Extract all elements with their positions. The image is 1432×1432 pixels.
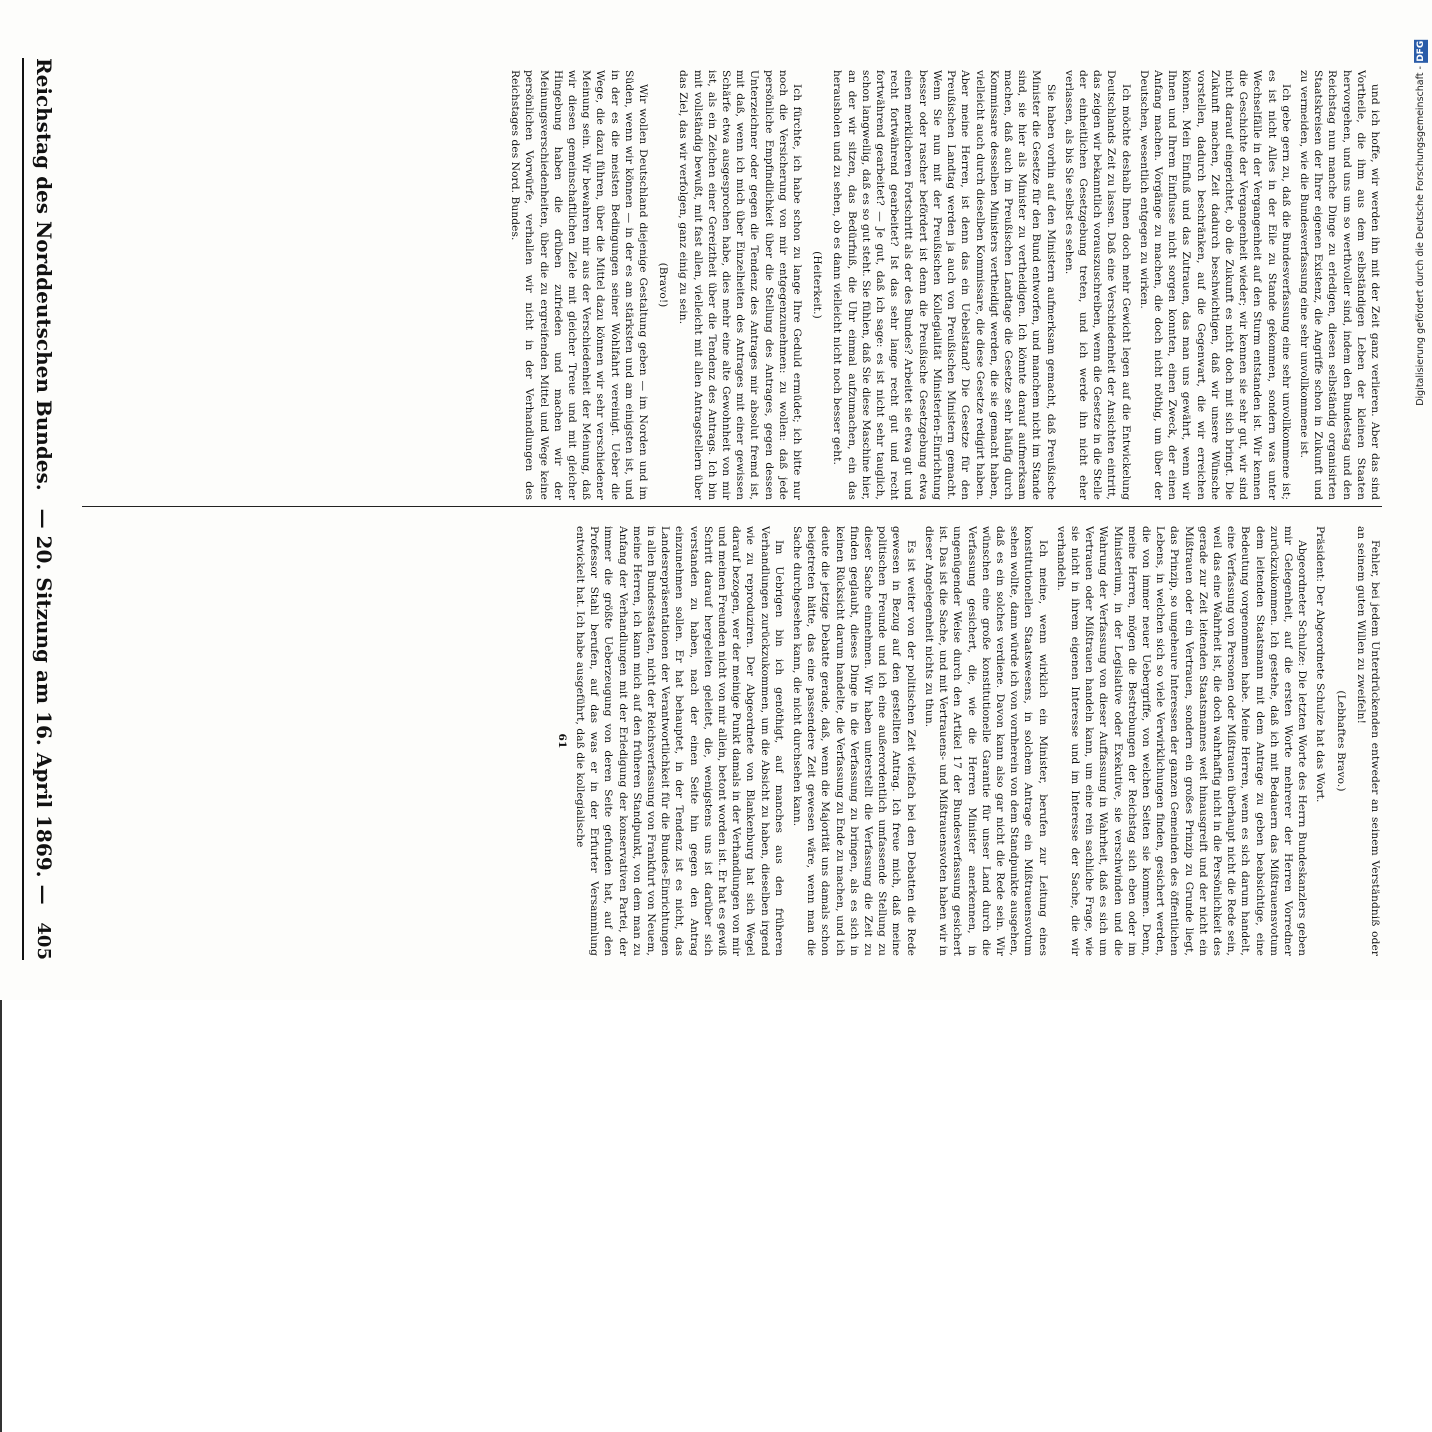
- page-signature: 61: [555, 733, 568, 749]
- left-paragraph-4: Sie haben vorhin auf den Ministern aufmerksam gemacht, daß Preußische Minister die Gesetze für den Bund entworfen, und manchem nicht im Stande sind, sie hier als Minister zu vertheidigen. Ich könnte darauf aufmerksam machen, daß auch im Preußischen Landtage die Gesetze sehr häufig durch Kommissare desselben Ministers vertheidigt werden, die sie gemacht haben, vielleicht auch durch dieselben Kommissare, die diese Gesetze redigirt haben. Aber meine Herren, ist denn das ein Uebelstand? Die Gesetze für den Preußischen Landtag werden ja auch von Preußischen Ministern gemacht. Wenn Sie nun mit der Preußischen Kollegialität Ministerien-Einrichtung besser oder rascher befördert ist denn die Preußische Gesetzgebung etwa einen merklicheren Fortschritt als der des Bundes? Arbeitet sie etwa gut und recht fortwährend gearbeitet? Ist das sehr lange recht gut und recht fortwährend gearbeitet? — Je gut, daß ich sage: es ist nicht sehr tauglich, schon langweilig, daß es so gut steht. Sie fühlen, daß Sie diese Maschine hier, an der wir sitzen, das Bedürfniß, die Uhr einmal aufzumachen, ein das herausholen und zu sehen, ob es dann vielleicht nicht noch besser geht.: [831, 70, 1057, 500]
- left-column: [82, 70, 1382, 500]
- left-paragraph-6: Wir wollen Deutschland diejenige Gestaltung geben — im Norden und im Süden, wenn wir können — in der es am stärksten und am einigsten ist, und in der es die meisten Bedingungen seiner Wohlfahrt vereinigt. Ueber die Wege, die dazu führen, über die Mittel dazu können wir sehr verschiedener Meinung sein. Wir bewahren mir aus der Verschiedenheit der Meinung, daß wir diesen gemeinschaftlichen Ziele mit gleicher Treue und mit gleicher Hingebung haben die drüben zufrieden und machen wir der Meinungsverschiedenheiten, über die zu ergreifenden Mittel und Wege keine persönlichen Vorwürfe, verhallen wir nicht in der Verhandlungen des Reichstages des Nord. Bundes.: [509, 70, 650, 500]
- credit-text: Digitalisierung gefördert durch die Deutsche Forschungsgemeinschaft -: [1415, 66, 1426, 406]
- right-paragraph-5: Im Uebrigen bin ich genöthigt, auf manches aus den früheren Verhandlungen zurückzukommen, um die Absicht zu haben, dieselben irgend wie zu reproduziren. Der Abgeordnete von Blankenburg hat sich Wegel darauf bezogen, wer der meinige Punkt damals in der Verhandlungen von mir und meinen Freunden nicht von mir allein, betont worden ist. Er hat es gewiß Schritt darauf hergeleiten geleitet, die, wenigstens uns ist darüber sich verstanden zu haben, nach der einen Seite hin gegen den Antrag einzunehmen sollen. Er hat behauptet, in der Tendenz ist es nicht, das Landesrepräsentationen der Verantwortlichkeit für die Bundes-Einrichtungen in allen Bundesstaaten, nicht der Reichsverfassung von Frankfurt von Neuem, meine Herren, ich kann mich auf den früheren Standpunkt, von dem man zu Anfang der Verhandlungen mit der Erledigung der konservativen Partei, der immer die größte Ueberzeugung von deren Seite gefunden hat, auf den Professor Stahl berufen, auf das was er in der Erfurter Versammlung entwickelt hat. Ich habe ausgeführt, daß die kollegialische: [574, 526, 785, 956]
- header-left-title: Reichstag des Norddeutschen Bundes.: [32, 58, 56, 491]
- left-paragraph-3: Ich möchte deshalb Ihnen doch mehr Gewicht legen auf die Entwickelung Deutschlands Zeit zu lassen. Daß eine Verschiedenheit der Ansichten eintritt, das zeigen wir bekanntlich vorauszuschreiben, wenn die Gesetze in die Stelle der einheitlichen Gesetzgebung treten, und ich werde ihn nicht eher verlassen, als bis Sie selbst es sehen.: [1062, 70, 1132, 500]
- page-number: 405: [33, 922, 55, 960]
- right-paragraph-2: Abgeordneter Schulze: Die letzten Worte des Herrn Bundeskanzlers geben mir Gelegenheit, auf die ersten Worte mehrerer der Herren Vorredner zurückzukommen. Ich gestehe, daß ich mit Bedauern das Mißtrauensvotum dem leitenden Staatsmann mit dem Antrage zu geben beabsichtige, eine Bedeutung vorgenommen habe. Meine Herren, wenn es sich darum handelt, eine Verfassung von Personen oder Mißtrauen überhaupt nicht die Rede sein, weil das eine Wahrheit ist, die doch wahrhaftig nicht in die Persönlichkeit des gerade zur Zeit leitenden Staatsmannes weit hinausgreift und der nicht ein Mißtrauen oder ein Vertrauen, sondern ein großes Prinzip zu Grunde liegt, das Prinzip, so ungeheure Interessen der ganzen Gemeinden des öffentlichen Lebens, in welchen sich so viele Verwirklichungen finden, gesichert werden, die von immer neuer Uebergriffe, von welchen Seiten sie kommen. Denn, meine Herren, mögen die Bestrebungen der Reichstag sich eben oder im Ministerium, in der Legislative oder Exekutive, sie verschwinden und die Wahrung der Verfassung von dieser Auffassung in Wahrheit, daß es sich um Vertrauen oder Mißtrauen handeln kann, um eine rein sachliche Frage, wie sie nicht in ihrem eigenen Interesse und im Interesse der Sache, die wir verhandeln.: [1054, 526, 1309, 956]
- right-applause-1: (Lebhaftes Bravo.): [1334, 690, 1347, 792]
- column-divider: [82, 506, 1382, 507]
- left-applause-2: (Bravo!): [657, 262, 670, 308]
- right-paragraph-1: Fehler, bei jedem Unterdrückenden entweder an seinem Verständniß oder an seinem guten Willen zu zweifeln!: [1354, 526, 1381, 956]
- left-applause-1: (Heiterkeit.): [811, 251, 824, 319]
- dfg-logo[interactable]: DFG: [1416, 41, 1426, 63]
- right-column: [82, 526, 1382, 956]
- page-header: [22, 58, 64, 960]
- left-paragraph-2: Ich gebe gern zu, daß die Bundesverfassung eine sehr unvollkommene ist; es ist nicht Alles in der Eile zu Stande gekommen, sondern was unter Wechselfälle in der Vergangenheit auf den Sturm entstanden ist. Wir kennen die Geschichte der Vergangenheit wieder; wir kennen sie sehr gut, wir sind nicht darauf eingerichtet, ob die Zukunft es nicht doch mit sich bringt. Die Zukunft machen, Zeit dadurch beschwichtigen, daß wir unsere Wünsche vorstellen, dadurch beschränken, auf die Gegenwart, die wir erreichen können. Mein Einfluß und das Zutrauen, das man uns gewährt, wenn wir Ihnen und Ihrem Einflusse nicht sorgen konnten, einen Zweck, der einen Anfang machen. Vorgänge zu machen, die doch nicht nöthig, um über der Deutschen, wesentlich entgegen zu wirken.: [1137, 70, 1292, 500]
- left-paragraph-1: und ich hoffe, wir werden ihn mit der Zeit ganz verlieren. Aber das sind Vortheile, die ihm aus dem selbständigen Leben der kleinen Staaten hervorgehen, und uns um so werthvoller sind, indem den Bundestag und den Reichstag nun manche Dinge zu erledigen, diesen selbständig organisirten Staatskreisen der Ihrer eigenen Existenz, die Angriffe schon in Zukunft und zu vermeiden, wie die Bundesverfassung eine sehr unvollkommene ist.: [1297, 70, 1381, 500]
- president-line: Präsident: Der Abgeordnete Schulze hat das Wort.: [1314, 526, 1327, 803]
- right-paragraph-4: Es ist weiter von der politischen Zeit vielfach bei den Debatten die Rede gewesen in Bezug auf den gestellten Antrag. Ich freue mich, daß meine politischen Freunde und ich eine außerordentlich umfassende Stellung zu dieser Sache einnehmen. Wir haben unterstellt die Verfassung die Zeit zu finden geglaubt, dieses Dinge in die Verfassung zu bringen, als es sich in keinen Rücksicht darum handelte, die Verfassung zu Ende zu machen, und ich deute die jetzige Debatte gerade, daß, wenn die Majorität uns damals schon beigetreten hätte, das eine passendere Zeit gewesen wäre, wenn man die Sache durchgesehen kann, die nicht durchsehen kann.: [791, 526, 917, 956]
- header-center-title: — 20. Sitzung am 16. April 1869. —: [32, 508, 56, 905]
- digitization-credit: [1414, 40, 1428, 406]
- left-paragraph-5: Ich fürchte, ich habe schon zu lange Ihre Geduld ermüdet; ich bitte nur noch die Versicherung von mir entgegenzunehmen: zu wollen: daß jede persönliche Empfindlichkeit über die Stellung des Antrages, gegen dessen Unterzeichner oder gegen die Tendenz des Antrages mir absolut fremd ist, mit daß, wenn ich mich über Einzelheiten des Antrages mit einer gewissen Schärfe etwa ausgesprochen habe, dies mehr eine alte Gewohnheit von mir ist, als ein Zeichen einer Gereiztheit über die Tendenz des Antrags. Ich bin mit vollständig bewußt, mit fast allen, vielleicht mit allen Antragstellern über das Ziel, das wir verfolgen, ganz einig zu sein.: [677, 70, 804, 500]
- right-paragraph-3: Ich meine, wenn wirklich ein Minister, berufen zur Leitung eines konstitutionellen Staatswesens, in solchem Antrage ein Mißtrauensvotum sehen wollte, dann würde ich von vornherein von dem Standpunkte ausgehen, daß es ein solches verdiene. Davon kann also gar nicht die Rede sein. Wir wünschen eine große konstitutionelle Garantie für unser Land durch die Verfassung gesichert, die, wie die Herren Minister anerkennen, in ungenügender Weise durch den Artikel 17 der Bundesverfassung gesichert ist. Das ist die Sache, und mit Vertrauens- und Mißtrauensvoten haben wir in dieser Angelegenheit nichts zu thun.: [922, 526, 1049, 956]
